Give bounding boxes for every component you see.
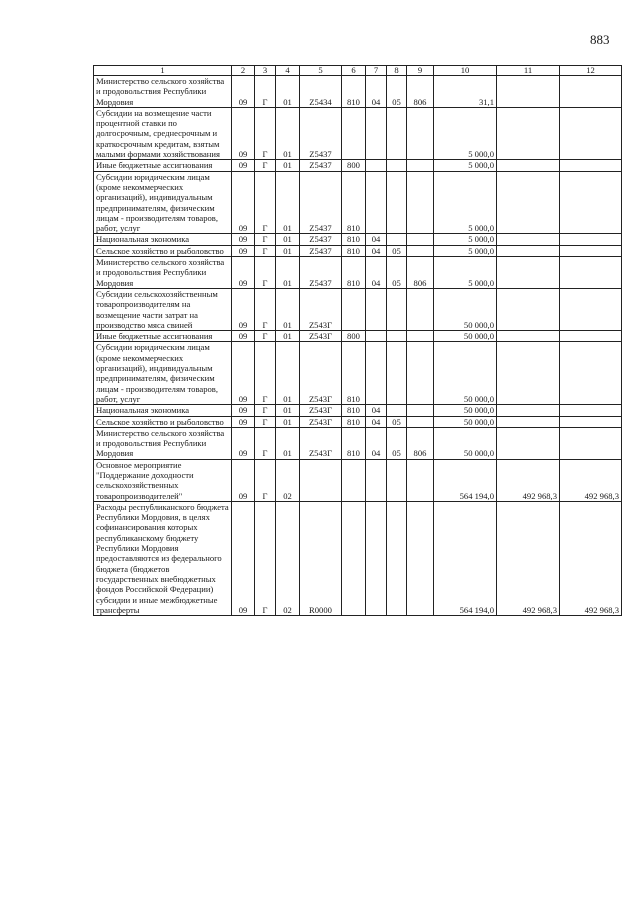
row-name-cell: Субсидии на возмещение части процентной ставки по долгосрочным, среднесрочным и краткосрочным кредитам, взятым малыми формами хозяйствования (94, 107, 232, 159)
amount-col12-cell (560, 171, 622, 234)
amount-col11-cell (497, 257, 560, 289)
amount-col11-cell (497, 427, 560, 459)
table-header (94, 66, 622, 76)
division-cell: 04 (366, 234, 387, 245)
amount-col12-cell (560, 427, 622, 459)
target-article-cell: Z5437 (300, 234, 342, 245)
amount-col11-cell (497, 245, 560, 256)
col-header: 11 (497, 66, 560, 76)
section-cell: 09 (232, 245, 255, 256)
amount-col12-cell (560, 416, 622, 427)
program-cell: Г (255, 257, 276, 289)
subprogram-cell: 01 (276, 416, 300, 427)
row-name-cell: Сельское хозяйство и рыболовство (94, 245, 232, 256)
col-header: 7 (366, 66, 387, 76)
subprogram-cell: 01 (276, 160, 300, 171)
amount-col11-cell (497, 342, 560, 405)
target-article-cell: Z5437 (300, 245, 342, 256)
ministry-code-cell (407, 331, 434, 342)
col-header: 6 (342, 66, 366, 76)
subprogram-cell: 01 (276, 427, 300, 459)
section-cell: 09 (232, 76, 255, 108)
table-row (94, 427, 622, 459)
amount-col11-cell (497, 331, 560, 342)
table-row (94, 331, 622, 342)
col-header: 9 (407, 66, 434, 76)
amount-col10-cell: 50 000,0 (434, 427, 497, 459)
amount-col10-cell: 50 000,0 (434, 342, 497, 405)
amount-col11-cell (497, 416, 560, 427)
amount-col10-cell: 5 000,0 (434, 245, 497, 256)
amount-col10-cell: 564 194,0 (434, 459, 497, 501)
subprogram-cell: 01 (276, 76, 300, 108)
section-cell: 09 (232, 288, 255, 330)
subdivision-cell (387, 171, 407, 234)
expense-type-cell: 810 (342, 257, 366, 289)
ministry-code-cell: 806 (407, 257, 434, 289)
table-row (94, 160, 622, 171)
col-header: 2 (232, 66, 255, 76)
subdivision-cell (387, 342, 407, 405)
table-row (94, 459, 622, 501)
target-article-cell: Z5437 (300, 257, 342, 289)
table-row (94, 405, 622, 416)
subdivision-cell: 05 (387, 76, 407, 108)
row-name-cell: Расходы республиканского бюджета Республики Мордовия, в целях софинансирования которых республиканскому бюджету Республики Мордовия предоставляются из федерального бюджета (бюджетов государственных внебюджетных фондов Российской Федерации) субсидии и иные межбюджетные трансферты (94, 501, 232, 615)
section-cell: 09 (232, 342, 255, 405)
target-article-cell: Z5437 (300, 107, 342, 159)
subdivision-cell (387, 331, 407, 342)
amount-col10-cell: 5 000,0 (434, 160, 497, 171)
program-cell: Г (255, 160, 276, 171)
col-header: 10 (434, 66, 497, 76)
subprogram-cell: 01 (276, 245, 300, 256)
header-row (94, 66, 622, 76)
amount-col10-cell: 50 000,0 (434, 416, 497, 427)
section-cell: 09 (232, 331, 255, 342)
subprogram-cell: 01 (276, 234, 300, 245)
ministry-code-cell: 806 (407, 76, 434, 108)
subprogram-cell: 01 (276, 405, 300, 416)
division-cell: 04 (366, 405, 387, 416)
ministry-code-cell (407, 234, 434, 245)
ministry-code-cell (407, 342, 434, 405)
section-cell: 09 (232, 234, 255, 245)
subprogram-cell: 02 (276, 459, 300, 501)
expense-type-cell (342, 459, 366, 501)
col-header: 3 (255, 66, 276, 76)
section-cell: 09 (232, 427, 255, 459)
row-name-cell: Иные бюджетные ассигнования (94, 331, 232, 342)
division-cell (366, 288, 387, 330)
table-row (94, 171, 622, 234)
table-body (94, 76, 622, 616)
ministry-code-cell (407, 288, 434, 330)
target-article-cell (300, 459, 342, 501)
col-header: 12 (560, 66, 622, 76)
subdivision-cell (387, 234, 407, 245)
amount-col12-cell: 492 968,3 (560, 501, 622, 615)
row-name-cell: Субсидии юридическим лицам (кроме некоммерческих организаций), индивидуальным предпринимателям, физическим лицам - производителям товаров, работ, услуг (94, 171, 232, 234)
division-cell (366, 331, 387, 342)
target-article-cell: Z543Г (300, 416, 342, 427)
subprogram-cell: 02 (276, 501, 300, 615)
ministry-code-cell (407, 501, 434, 615)
table-row (94, 245, 622, 256)
expense-type-cell: 810 (342, 405, 366, 416)
program-cell: Г (255, 245, 276, 256)
program-cell: Г (255, 405, 276, 416)
row-name-cell: Основное мероприятие "Поддержание доходности сельскохозяйственных товаропроизводителей" (94, 459, 232, 501)
program-cell: Г (255, 427, 276, 459)
expense-type-cell: 810 (342, 245, 366, 256)
program-cell: Г (255, 288, 276, 330)
expense-type-cell (342, 501, 366, 615)
division-cell (366, 160, 387, 171)
division-cell: 04 (366, 257, 387, 289)
target-article-cell: R0000 (300, 501, 342, 615)
target-article-cell: Z5437 (300, 160, 342, 171)
division-cell (366, 459, 387, 501)
col-header: 1 (94, 66, 232, 76)
amount-col12-cell (560, 160, 622, 171)
subdivision-cell (387, 107, 407, 159)
row-name-cell: Сельское хозяйство и рыболовство (94, 416, 232, 427)
section-cell: 09 (232, 171, 255, 234)
table-row (94, 342, 622, 405)
expense-type-cell (342, 288, 366, 330)
amount-col11-cell (497, 107, 560, 159)
program-cell: Г (255, 342, 276, 405)
target-article-cell: Z543Г (300, 331, 342, 342)
amount-col10-cell: 564 194,0 (434, 501, 497, 615)
expense-type-cell: 810 (342, 171, 366, 234)
subdivision-cell (387, 160, 407, 171)
subprogram-cell: 01 (276, 257, 300, 289)
amount-col11-cell: 492 968,3 (497, 501, 560, 615)
section-cell: 09 (232, 501, 255, 615)
ministry-code-cell: 806 (407, 427, 434, 459)
amount-col12-cell (560, 288, 622, 330)
amount-col12-cell (560, 257, 622, 289)
table-row (94, 501, 622, 615)
ministry-code-cell (407, 171, 434, 234)
expense-type-cell: 810 (342, 342, 366, 405)
division-cell: 04 (366, 245, 387, 256)
program-cell: Г (255, 459, 276, 501)
division-cell (366, 342, 387, 405)
amount-col12-cell: 492 968,3 (560, 459, 622, 501)
row-name-cell: Субсидии юридическим лицам (кроме некоммерческих организаций), индивидуальным предпринимателям, физическим лицам - производителям товаров, работ, услуг (94, 342, 232, 405)
expense-type-cell: 800 (342, 160, 366, 171)
expense-type-cell: 810 (342, 427, 366, 459)
expense-type-cell: 810 (342, 234, 366, 245)
section-cell: 09 (232, 107, 255, 159)
program-cell: Г (255, 234, 276, 245)
amount-col10-cell: 50 000,0 (434, 331, 497, 342)
division-cell: 04 (366, 76, 387, 108)
ministry-code-cell (407, 245, 434, 256)
division-cell: 04 (366, 416, 387, 427)
amount-col10-cell: 5 000,0 (434, 257, 497, 289)
target-article-cell: Z5434 (300, 76, 342, 108)
amount-col10-cell: 5 000,0 (434, 171, 497, 234)
division-cell: 04 (366, 427, 387, 459)
col-header: 8 (387, 66, 407, 76)
division-cell (366, 171, 387, 234)
table-row (94, 234, 622, 245)
amount-col12-cell (560, 405, 622, 416)
amount-col12-cell (560, 342, 622, 405)
target-article-cell: Z543Г (300, 288, 342, 330)
subdivision-cell (387, 459, 407, 501)
subdivision-cell: 05 (387, 416, 407, 427)
amount-col10-cell: 5 000,0 (434, 234, 497, 245)
row-name-cell: Национальная экономика (94, 405, 232, 416)
program-cell: Г (255, 331, 276, 342)
col-header: 4 (276, 66, 300, 76)
target-article-cell: Z5437 (300, 171, 342, 234)
program-cell: Г (255, 501, 276, 615)
row-name-cell: Субсидии сельскохозяйственным товаропроизводителям на возмещение части затрат на производство мяса свиней (94, 288, 232, 330)
amount-col10-cell: 50 000,0 (434, 288, 497, 330)
program-cell: Г (255, 416, 276, 427)
target-article-cell: Z543Г (300, 342, 342, 405)
table-row (94, 288, 622, 330)
amount-col11-cell: 492 968,3 (497, 459, 560, 501)
expense-type-cell: 810 (342, 416, 366, 427)
program-cell: Г (255, 76, 276, 108)
amount-col11-cell (497, 288, 560, 330)
subdivision-cell (387, 501, 407, 615)
row-name-cell: Иные бюджетные ассигнования (94, 160, 232, 171)
subdivision-cell: 05 (387, 257, 407, 289)
subprogram-cell: 01 (276, 171, 300, 234)
amount-col12-cell (560, 107, 622, 159)
subprogram-cell: 01 (276, 342, 300, 405)
table-row (94, 416, 622, 427)
row-name-cell: Министерство сельского хозяйства и продовольствия Республики Мордовия (94, 257, 232, 289)
amount-col12-cell (560, 234, 622, 245)
program-cell: Г (255, 107, 276, 159)
amount-col11-cell (497, 171, 560, 234)
section-cell: 09 (232, 459, 255, 501)
ministry-code-cell (407, 459, 434, 501)
amount-col10-cell: 31,1 (434, 76, 497, 108)
amount-col11-cell (497, 234, 560, 245)
ministry-code-cell (407, 160, 434, 171)
ministry-code-cell (407, 416, 434, 427)
subprogram-cell: 01 (276, 331, 300, 342)
target-article-cell: Z543Г (300, 427, 342, 459)
amount-col12-cell (560, 245, 622, 256)
row-name-cell: Национальная экономика (94, 234, 232, 245)
amount-col11-cell (497, 405, 560, 416)
ministry-code-cell (407, 107, 434, 159)
division-cell (366, 501, 387, 615)
amount-col10-cell: 5 000,0 (434, 107, 497, 159)
section-cell: 09 (232, 160, 255, 171)
division-cell (366, 107, 387, 159)
expense-type-cell (342, 107, 366, 159)
col-header: 5 (300, 66, 342, 76)
table-row (94, 76, 622, 108)
subdivision-cell (387, 405, 407, 416)
row-name-cell: Министерство сельского хозяйства и продовольствия Республики Мордовия (94, 427, 232, 459)
amount-col12-cell (560, 331, 622, 342)
page-number: 883 (590, 32, 610, 47)
expense-type-cell: 810 (342, 76, 366, 108)
budget-table (93, 65, 622, 616)
section-cell: 09 (232, 405, 255, 416)
program-cell: Г (255, 171, 276, 234)
subprogram-cell: 01 (276, 288, 300, 330)
row-name-cell: Министерство сельского хозяйства и продовольствия Республики Мордовия (94, 76, 232, 108)
table-row (94, 107, 622, 159)
amount-col11-cell (497, 76, 560, 108)
subprogram-cell: 01 (276, 107, 300, 159)
target-article-cell: Z543Г (300, 405, 342, 416)
amount-col12-cell (560, 76, 622, 108)
amount-col10-cell: 50 000,0 (434, 405, 497, 416)
subdivision-cell: 05 (387, 427, 407, 459)
amount-col11-cell (497, 160, 560, 171)
subdivision-cell (387, 288, 407, 330)
expense-type-cell: 800 (342, 331, 366, 342)
ministry-code-cell (407, 405, 434, 416)
subdivision-cell: 05 (387, 245, 407, 256)
section-cell: 09 (232, 416, 255, 427)
table-row (94, 257, 622, 289)
section-cell: 09 (232, 257, 255, 289)
